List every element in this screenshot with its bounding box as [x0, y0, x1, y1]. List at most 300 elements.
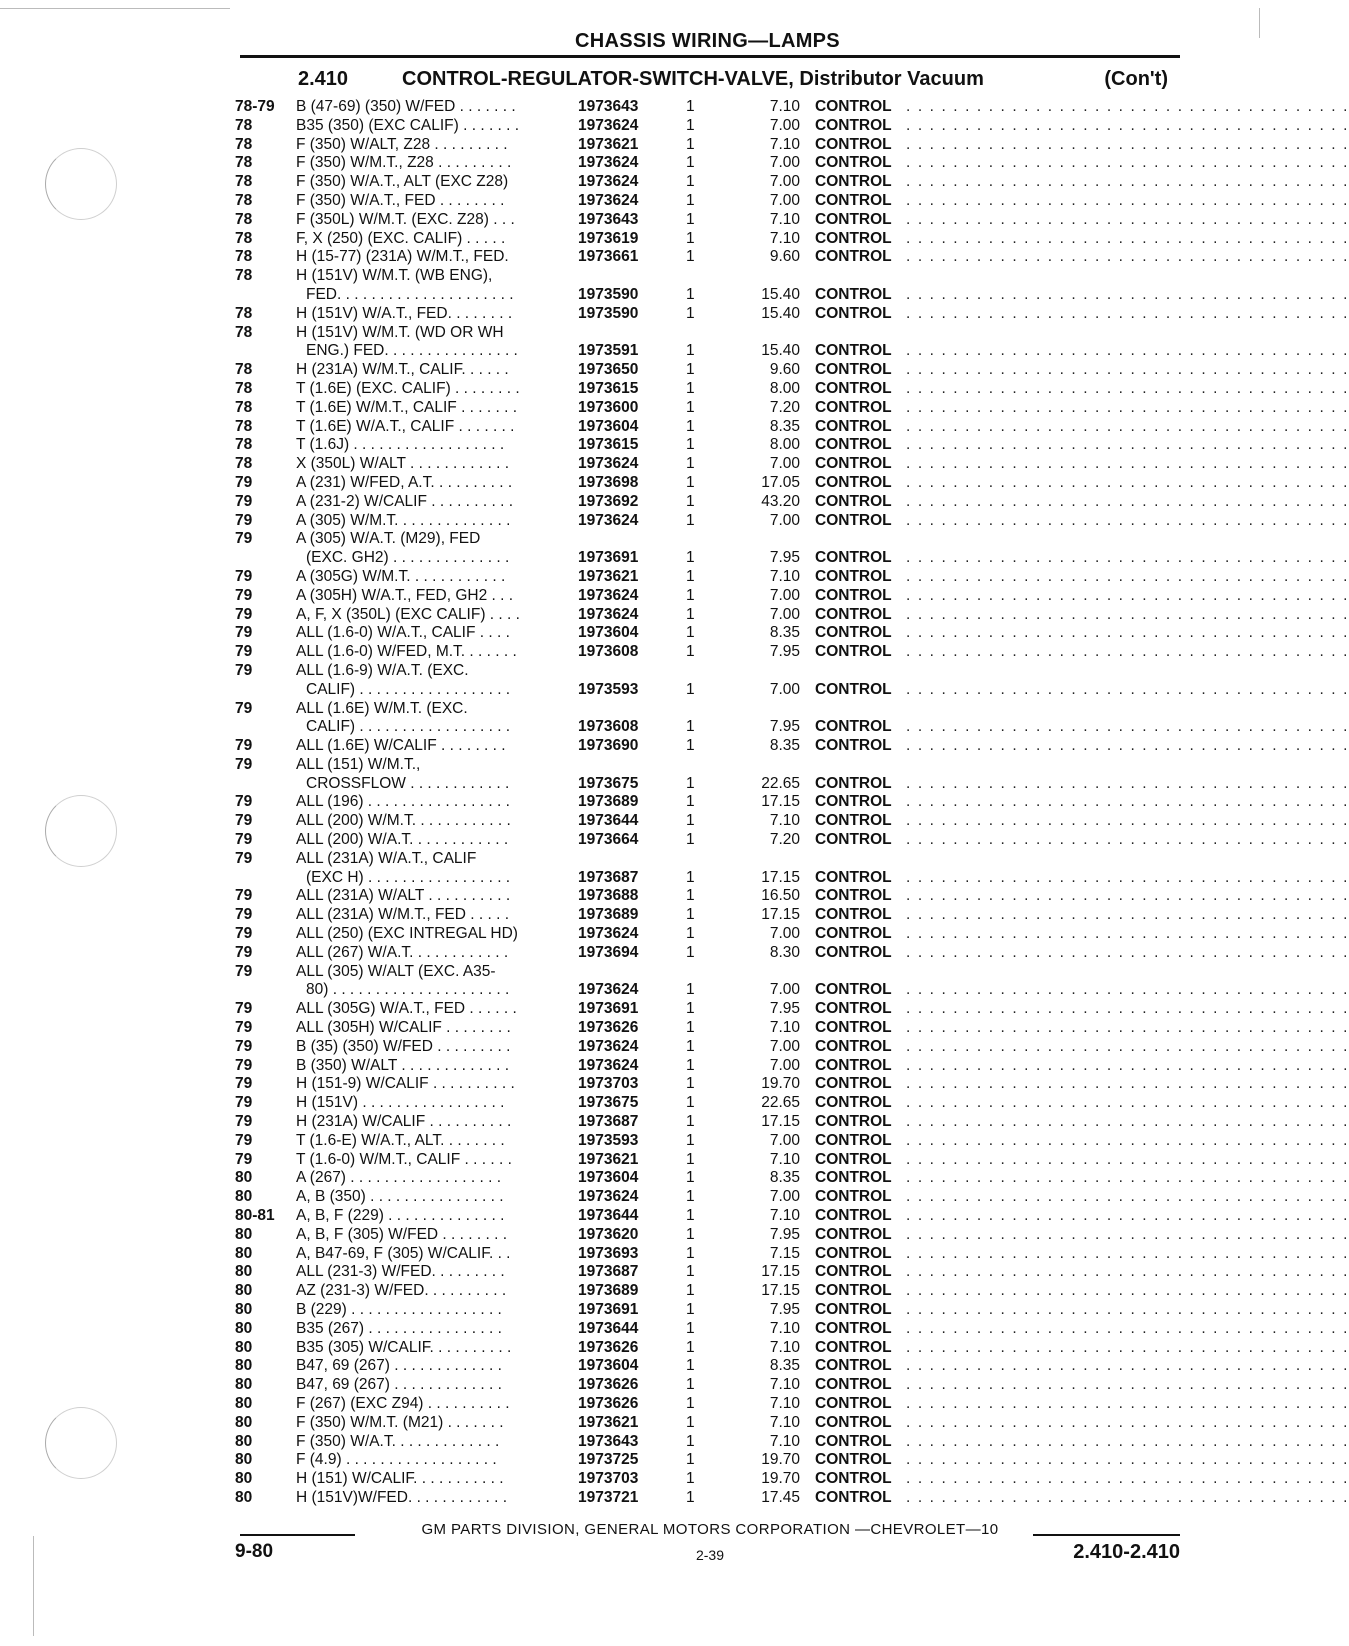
part-name-cell: CONTROL [815, 191, 892, 209]
part-name-cell: CONTROL [815, 342, 892, 360]
quantity-cell: 1 [686, 1000, 695, 1018]
part-name-cell: CONTROL [815, 1244, 892, 1262]
price-cell: 17.15 [761, 1263, 800, 1281]
description-cell: FED. . . . . . . . . . . . . . . . . . . . . [306, 285, 514, 303]
price-cell: 17.45 [761, 1488, 800, 1506]
part-name-cell: CONTROL [815, 831, 892, 849]
description-cell: F (350) W/A.T. . . . . . . . . . . . . [296, 1432, 500, 1450]
price-cell: 7.10 [769, 1432, 800, 1450]
section-heading [240, 68, 1180, 96]
price-cell: 7.20 [769, 398, 800, 416]
table-row [0, 1376, 1349, 1395]
description-cell: H (151V) W/A.T., FED. . . . . . . . [296, 304, 513, 322]
description-cell: ALL (231A) W/ALT . . . . . . . . . . [296, 887, 511, 905]
leader-dots: . . . . . . . . . . . . . . . . . . . . . . . . . . . . . . . . . . . . . . [906, 1282, 1349, 1300]
part-number-cell: 1973644 [578, 1319, 639, 1337]
leader-dots: . . . . . . . . . . . . . . . . . . . . . . . . . . . . . . . . . . . . . . [906, 624, 1349, 642]
price-cell: 8.35 [769, 737, 800, 755]
description-cell: H (151V) W/M.T. (WD OR WH [296, 323, 504, 341]
table-row [0, 285, 1349, 305]
year-cell: 79 [235, 1150, 253, 1168]
part-number-cell: 1973624 [578, 116, 639, 134]
part-name-cell: CONTROL [815, 680, 892, 698]
table-row [0, 1413, 1349, 1433]
table-row [0, 530, 1280, 549]
price-cell: 7.95 [769, 718, 800, 736]
leader-dots: . . . . . . . . . . . . . . . . . . . . . . . . . . . . . . . . . . . . . . [906, 718, 1349, 736]
table-row [0, 1225, 1349, 1245]
description-cell: ALL (200) W/A.T. . . . . . . . . . . . [296, 831, 509, 849]
description-cell: F, X (250) (EXC. CALIF) . . . . . [296, 229, 506, 247]
year-cell: 79 [235, 1094, 253, 1112]
table-row [0, 850, 1280, 869]
description-cell: B35 (350) (EXC CALIF) . . . . . . . [296, 116, 520, 134]
table-row [0, 1301, 1349, 1320]
part-number-cell: 1973624 [578, 605, 639, 623]
part-name-cell: CONTROL [815, 793, 892, 811]
part-name-cell: CONTROL [815, 1338, 892, 1356]
price-cell: 7.00 [769, 511, 800, 529]
quantity-cell: 1 [686, 1319, 695, 1337]
price-cell: 7.10 [769, 1207, 800, 1225]
quantity-cell: 1 [686, 1225, 695, 1243]
leader-dots: . . . . . . . . . . . . . . . . . . . . . . . . . . . . . . . . . . . . . . [906, 398, 1349, 416]
table-row [0, 1282, 1349, 1301]
quantity-cell: 1 [686, 210, 695, 228]
quantity-cell: 1 [686, 605, 695, 623]
leader-dots: . . . . . . . . . . . . . . . . . . . . . . . . . . . . . . . . . . . . . . [906, 737, 1349, 755]
part-name-cell: CONTROL [815, 1037, 892, 1055]
year-cell: 80 [235, 1376, 253, 1394]
quantity-cell: 1 [686, 304, 695, 322]
price-cell: 15.40 [761, 285, 800, 303]
table-row [0, 1019, 1349, 1038]
year-cell: 78 [235, 267, 253, 285]
year-cell: 79 [235, 925, 253, 943]
part-number-cell: 1973626 [578, 1376, 639, 1394]
table-row [0, 1169, 1349, 1188]
table-row [0, 906, 1349, 925]
part-number-cell: 1973691 [578, 549, 639, 567]
leader-dots: . . . . . . . . . . . . . . . . . . . . . . . . . . . . . . . . . . . . . . [906, 1451, 1349, 1469]
price-cell: 15.40 [761, 304, 800, 322]
description-cell: ALL (1.6E) W/M.T. (EXC. [296, 699, 468, 717]
year-cell: 78 [235, 361, 253, 379]
description-cell: ALL (305G) W/A.T., FED . . . . . . [296, 1000, 517, 1018]
part-number-cell: 1973619 [578, 229, 639, 247]
part-number-cell: 1973703 [578, 1075, 639, 1093]
year-cell: 78 [235, 229, 253, 247]
year-cell: 80 [235, 1432, 253, 1450]
table-row [0, 567, 1349, 587]
price-cell: 16.50 [761, 887, 800, 905]
price-cell: 7.10 [769, 1019, 800, 1037]
part-number-cell: 1973604 [578, 1169, 639, 1187]
leader-dots: . . . . . . . . . . . . . . . . . . . . . . . . . . . . . . . . . . . . . . [906, 887, 1349, 905]
description-cell: B (47-69) (350) W/FED . . . . . . . [296, 98, 516, 115]
description-cell: ENG.) FED. . . . . . . . . . . . . . . . [306, 342, 518, 360]
year-cell: 78 [235, 210, 253, 228]
price-cell: 7.00 [769, 455, 800, 473]
year-cell: 78 [235, 116, 253, 134]
part-name-cell: CONTROL [815, 981, 892, 999]
part-number-cell: 1973626 [578, 1019, 639, 1037]
quantity-cell: 1 [686, 116, 695, 134]
table-row [0, 605, 1349, 625]
part-number-cell: 1973593 [578, 680, 639, 698]
price-cell: 7.20 [769, 831, 800, 849]
table-row [0, 793, 1349, 812]
leader-dots: . . . . . . . . . . . . . . . . . . . . . . . . . . . . . . . . . . . . . . [906, 1056, 1349, 1074]
leader-dots: . . . . . . . . . . . . . . . . . . . . . . . . . . . . . . . . . . . . . . [906, 1094, 1349, 1112]
part-number-cell: 1973590 [578, 285, 639, 303]
part-name-cell: CONTROL [815, 1301, 892, 1318]
quantity-cell: 1 [686, 1075, 695, 1093]
price-cell: 19.70 [761, 1451, 800, 1469]
part-number-cell: 1973664 [578, 831, 639, 849]
part-number-cell: 1973591 [578, 342, 639, 360]
leader-dots: . . . . . . . . . . . . . . . . . . . . . . . . . . . . . . . . . . . . . . [906, 1357, 1349, 1375]
part-name-cell: CONTROL [815, 887, 892, 905]
year-cell: 79 [235, 530, 253, 548]
description-cell: H (151-9) W/CALIF . . . . . . . . . . [296, 1075, 515, 1093]
leader-dots: . . . . . . . . . . . . . . . . . . . . . . . . . . . . . . . . . . . . . . [906, 1075, 1349, 1093]
year-cell: 79 [235, 962, 253, 980]
part-number-cell: 1973621 [578, 1413, 639, 1431]
year-cell: 80 [235, 1488, 253, 1506]
year-cell: 79 [235, 586, 253, 604]
year-cell: 79 [235, 643, 253, 661]
year-cell: 80 [235, 1413, 253, 1431]
part-name-cell: CONTROL [815, 98, 892, 115]
table-row [0, 549, 1349, 568]
quantity-cell: 1 [686, 943, 695, 961]
part-name-cell: CONTROL [815, 379, 892, 397]
description-cell: ALL (267) W/A.T. . . . . . . . . . . . [296, 943, 509, 961]
price-cell: 7.00 [769, 1056, 800, 1074]
price-cell: 7.00 [769, 605, 800, 623]
part-number-cell: 1973675 [578, 774, 639, 792]
part-name-cell: CONTROL [815, 1150, 892, 1168]
price-cell: 7.10 [769, 229, 800, 247]
table-row [0, 342, 1349, 361]
quantity-cell: 1 [686, 868, 695, 886]
leader-dots: . . . . . . . . . . . . . . . . . . . . . . . . . . . . . . . . . . . . . . [906, 210, 1349, 228]
quantity-cell: 1 [686, 1357, 695, 1375]
price-cell: 7.00 [769, 925, 800, 943]
part-number-cell: 1973624 [578, 191, 639, 209]
price-cell: 7.00 [769, 173, 800, 191]
part-number-cell: 1973624 [578, 1037, 639, 1055]
price-cell: 7.10 [769, 1338, 800, 1356]
part-number-cell: 1973650 [578, 361, 639, 379]
quantity-cell: 1 [686, 1150, 695, 1168]
description-cell: H (151) W/CALIF. . . . . . . . . . . [296, 1470, 504, 1488]
part-name-cell: CONTROL [815, 285, 892, 303]
year-cell: 80 [235, 1225, 253, 1243]
leader-dots: . . . . . . . . . . . . . . . . . . . . . . . . . . . . . . . . . . . . . . [906, 1470, 1349, 1488]
part-name-cell: CONTROL [815, 812, 892, 830]
quantity-cell: 1 [686, 1394, 695, 1412]
quantity-cell: 1 [686, 1488, 695, 1506]
description-cell: A (231-2) W/CALIF . . . . . . . . . . [296, 492, 514, 510]
quantity-cell: 1 [686, 248, 695, 266]
table-row [0, 248, 1349, 267]
quantity-cell: 1 [686, 906, 695, 924]
leader-dots: . . . . . . . . . . . . . . . . . . . . . . . . . . . . . . . . . . . . . . [906, 774, 1349, 792]
year-cell: 80 [235, 1319, 253, 1337]
table-row [0, 1094, 1349, 1113]
part-name-cell: CONTROL [815, 1470, 892, 1488]
section-number: 2.410 [298, 68, 349, 90]
quantity-cell: 1 [686, 342, 695, 360]
part-name-cell: CONTROL [815, 1413, 892, 1431]
quantity-cell: 1 [686, 191, 695, 209]
table-row [0, 1432, 1349, 1452]
quantity-cell: 1 [686, 1169, 695, 1187]
leader-dots: . . . . . . . . . . . . . . . . . . . . . . . . . . . . . . . . . . . . . . [906, 135, 1349, 153]
description-cell: 80) . . . . . . . . . . . . . . . . . . . . . [306, 981, 510, 999]
price-cell: 7.10 [769, 812, 800, 830]
part-name-cell: CONTROL [815, 643, 892, 661]
quantity-cell: 1 [686, 1094, 695, 1112]
description-cell: CROSSFLOW . . . . . . . . . . . . [306, 774, 510, 792]
part-name-cell: CONTROL [815, 925, 892, 943]
price-cell: 22.65 [761, 774, 800, 792]
price-cell: 8.35 [769, 624, 800, 642]
year-cell: 78 [235, 417, 253, 435]
leader-dots: . . . . . . . . . . . . . . . . . . . . . . . . . . . . . . . . . . . . . . [906, 304, 1349, 322]
part-name-cell: CONTROL [815, 624, 892, 642]
year-cell: 79 [235, 699, 253, 717]
part-name-cell: CONTROL [815, 154, 892, 172]
part-number-cell: 1973608 [578, 643, 639, 661]
part-name-cell: CONTROL [815, 229, 892, 247]
part-number-cell: 1973624 [578, 511, 639, 529]
year-cell: 80 [235, 1470, 253, 1488]
quantity-cell: 1 [686, 624, 695, 642]
part-number-cell: 1973620 [578, 1225, 639, 1243]
part-number-cell: 1973687 [578, 1113, 639, 1131]
table-row [0, 756, 1280, 775]
year-cell: 80 [235, 1338, 253, 1356]
part-name-cell: CONTROL [815, 492, 892, 510]
part-number-cell: 1973643 [578, 1432, 639, 1450]
table-row [0, 398, 1349, 418]
leader-dots: . . . . . . . . . . . . . . . . . . . . . . . . . . . . . . . . . . . . . . [906, 567, 1349, 585]
table-row [0, 1037, 1349, 1057]
price-cell: 8.35 [769, 1169, 800, 1187]
table-row [0, 1207, 1349, 1226]
price-cell: 7.95 [769, 549, 800, 567]
price-cell: 17.15 [761, 868, 800, 886]
price-cell: 7.95 [769, 1301, 800, 1318]
part-name-cell: CONTROL [815, 1394, 892, 1412]
part-name-cell: CONTROL [815, 417, 892, 435]
leader-dots: . . . . . . . . . . . . . . . . . . . . . . . . . . . . . . . . . . . . . . [906, 1207, 1349, 1225]
year-cell: 79 [235, 812, 253, 830]
leader-dots: . . . . . . . . . . . . . . . . . . . . . . . . . . . . . . . . . . . . . . [906, 812, 1349, 830]
description-cell: B47, 69 (267) . . . . . . . . . . . . . [296, 1357, 502, 1375]
table-row [0, 1394, 1349, 1414]
year-cell: 80 [235, 1169, 253, 1187]
part-number-cell: 1973593 [578, 1131, 639, 1149]
description-cell: B (229) . . . . . . . . . . . . . . . . . . [296, 1301, 502, 1318]
quantity-cell: 1 [686, 1037, 695, 1055]
description-cell: A (231) W/FED, A.T. . . . . . . . . . [296, 473, 513, 491]
part-name-cell: CONTROL [815, 774, 892, 792]
year-cell: 78 [235, 455, 253, 473]
year-cell: 79 [235, 1131, 253, 1149]
leader-dots: . . . . . . . . . . . . . . . . . . . . . . . . . . . . . . . . . . . . . . [906, 680, 1349, 698]
leader-dots: . . . . . . . . . . . . . . . . . . . . . . . . . . . . . . . . . . . . . . [906, 473, 1349, 491]
table-row [0, 1113, 1349, 1132]
year-cell: 80 [235, 1263, 253, 1281]
year-cell: 79 [235, 737, 253, 755]
table-row [0, 925, 1349, 944]
quantity-cell: 1 [686, 379, 695, 397]
quantity-cell: 1 [686, 793, 695, 811]
price-cell: 7.00 [769, 1188, 800, 1206]
leader-dots: . . . . . . . . . . . . . . . . . . . . . . . . . . . . . . . . . . . . . . [906, 605, 1349, 623]
description-cell: ALL (1.6-9) W/A.T. (EXC. [296, 661, 469, 679]
year-cell: 79 [235, 1037, 253, 1055]
description-cell: A (305G) W/M.T. . . . . . . . . . . . [296, 567, 506, 585]
table-row [0, 1150, 1349, 1170]
description-cell: CALIF) . . . . . . . . . . . . . . . . . . [306, 680, 511, 698]
year-cell: 79 [235, 624, 253, 642]
description-cell: CALIF) . . . . . . . . . . . . . . . . . . [306, 718, 511, 736]
table-row [0, 868, 1349, 888]
part-name-cell: CONTROL [815, 1000, 892, 1018]
description-cell: F (350) W/A.T., FED . . . . . . . . [296, 191, 505, 209]
table-row [0, 624, 1349, 643]
price-cell: 7.10 [769, 1376, 800, 1394]
year-cell: 79 [235, 793, 253, 811]
description-cell: ALL (196) . . . . . . . . . . . . . . . . . [296, 793, 510, 811]
year-cell: 78 [235, 436, 253, 454]
part-name-cell: CONTROL [815, 1357, 892, 1375]
part-name-cell: CONTROL [815, 605, 892, 623]
description-cell: F (4.9) . . . . . . . . . . . . . . . . . . [296, 1451, 497, 1469]
year-cell: 79 [235, 1019, 253, 1037]
part-number-cell: 1973621 [578, 1150, 639, 1168]
table-row [0, 963, 1280, 982]
quantity-cell: 1 [686, 549, 695, 567]
year-cell: 78 [235, 304, 253, 322]
footer-publisher: GM PARTS DIVISION, GENERAL MOTORS CORPORATION —CHEVROLET—10 [421, 1521, 999, 1538]
description-cell: T (1.6E) (EXC. CALIF) . . . . . . . . [296, 379, 520, 397]
year-cell: 78 [235, 191, 253, 209]
table-row [0, 191, 1349, 211]
table-row [0, 154, 1349, 173]
part-number-cell: 1973721 [578, 1488, 639, 1506]
table-row [0, 812, 1349, 831]
description-cell: ALL (1.6-0) W/FED, M.T. . . . . . . [296, 643, 517, 661]
table-row [0, 229, 1349, 249]
continued-label: (Con't) [1104, 68, 1168, 90]
leader-dots: . . . . . . . . . . . . . . . . . . . . . . . . . . . . . . . . . . . . . . [906, 1376, 1349, 1394]
price-cell: 9.60 [769, 361, 800, 379]
leader-dots: . . . . . . . . . . . . . . . . . . . . . . . . . . . . . . . . . . . . . . [906, 1113, 1349, 1131]
table-row [0, 643, 1349, 662]
part-number-cell: 1973694 [578, 943, 639, 961]
leader-dots: . . . . . . . . . . . . . . . . . . . . . . . . . . . . . . . . . . . . . . [906, 154, 1349, 172]
quantity-cell: 1 [686, 1432, 695, 1450]
description-cell: H (151V) . . . . . . . . . . . . . . . . . [296, 1094, 505, 1112]
description-cell: H (151V)W/FED. . . . . . . . . . . . [296, 1488, 508, 1506]
table-row [0, 173, 1349, 192]
quantity-cell: 1 [686, 1263, 695, 1281]
quantity-cell: 1 [686, 981, 695, 999]
quantity-cell: 1 [686, 285, 695, 303]
year-cell: 80 [235, 1188, 253, 1206]
leader-dots: . . . . . . . . . . . . . . . . . . . . . . . . . . . . . . . . . . . . . . [906, 1488, 1349, 1506]
part-name-cell: CONTROL [815, 1188, 892, 1206]
part-number-cell: 1973624 [578, 455, 639, 473]
year-cell: 80 [235, 1282, 253, 1300]
part-number-cell: 1973626 [578, 1338, 639, 1356]
quantity-cell: 1 [686, 229, 695, 247]
description-cell: A (305) W/M.T. . . . . . . . . . . . . . [296, 511, 511, 529]
header-rule [240, 55, 1180, 58]
leader-dots: . . . . . . . . . . . . . . . . . . . . . . . . . . . . . . . . . . . . . . [906, 1188, 1349, 1206]
part-name-cell: CONTROL [815, 1019, 892, 1037]
leader-dots: . . . . . . . . . . . . . . . . . . . . . . . . . . . . . . . . . . . . . . [906, 586, 1349, 604]
year-cell: 80 [235, 1301, 253, 1318]
quantity-cell: 1 [686, 1282, 695, 1300]
part-name-cell: CONTROL [815, 586, 892, 604]
leader-dots: . . . . . . . . . . . . . . . . . . . . . . . . . . . . . . . . . . . . . . [906, 1263, 1349, 1281]
year-cell: 80 [235, 1451, 253, 1469]
description-cell: H (151V) W/M.T. (WB ENG), [296, 267, 493, 285]
price-cell: 7.00 [769, 191, 800, 209]
price-cell: 8.00 [769, 436, 800, 454]
leader-dots: . . . . . . . . . . . . . . . . . . . . . . . . . . . . . . . . . . . . . . [906, 248, 1349, 266]
description-cell: B (350) W/ALT . . . . . . . . . . . . . [296, 1056, 510, 1074]
quantity-cell: 1 [686, 1207, 695, 1225]
leader-dots: . . . . . . . . . . . . . . . . . . . . . . . . . . . . . . . . . . . . . . [906, 492, 1349, 510]
price-cell: 8.35 [769, 1357, 800, 1375]
part-name-cell: CONTROL [815, 511, 892, 529]
scan-edge-top [0, 8, 230, 9]
part-number-cell: 1973691 [578, 1301, 639, 1318]
description-cell: H (231A) W/M.T., CALIF. . . . . . [296, 361, 509, 379]
part-number-cell: 1973624 [578, 173, 639, 191]
part-number-cell: 1973626 [578, 1394, 639, 1412]
part-name-cell: CONTROL [815, 1451, 892, 1469]
price-cell: 7.10 [769, 135, 800, 153]
part-number-cell: 1973600 [578, 398, 639, 416]
part-number-cell: 1973624 [578, 586, 639, 604]
description-cell: F (267) (EXC Z94) . . . . . . . . . . [296, 1394, 510, 1412]
year-cell: 79 [235, 831, 253, 849]
leader-dots: . . . . . . . . . . . . . . . . . . . . . . . . . . . . . . . . . . . . . . [906, 1225, 1349, 1243]
part-number-cell: 1973608 [578, 718, 639, 736]
price-cell: 9.60 [769, 248, 800, 266]
description-cell: T (1.6E) W/M.T., CALIF . . . . . . . [296, 398, 518, 416]
leader-dots: . . . . . . . . . . . . . . . . . . . . . . . . . . . . . . . . . . . . . . [906, 1037, 1349, 1055]
year-cell: 78 [235, 248, 253, 266]
table-row [0, 586, 1349, 606]
part-number-cell: 1973644 [578, 812, 639, 830]
table-row [0, 379, 1349, 399]
quantity-cell: 1 [686, 492, 695, 510]
part-number-cell: 1973692 [578, 492, 639, 510]
quantity-cell: 1 [686, 1301, 695, 1318]
quantity-cell: 1 [686, 1376, 695, 1394]
year-cell: 79 [235, 567, 253, 585]
